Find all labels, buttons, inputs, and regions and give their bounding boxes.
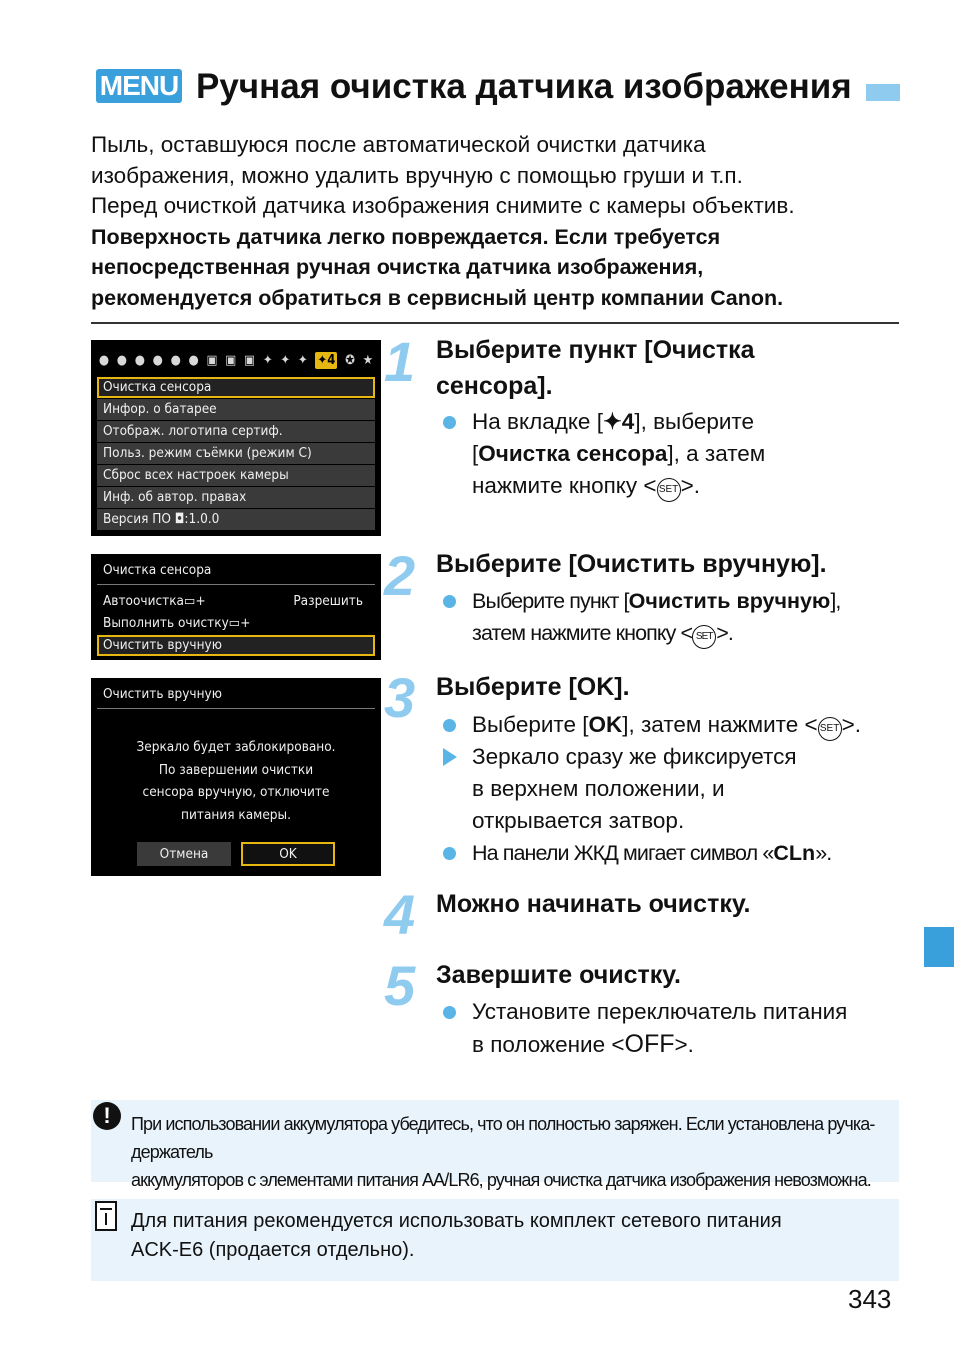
menu-item: [97, 613, 375, 634]
text: >.: [716, 621, 733, 645]
step-text: Зеркало сразу же фиксируется: [472, 744, 797, 769]
intro-text: [91, 130, 901, 313]
menu-item: Польз. режим съёмки (режим C): [97, 443, 375, 464]
set-button-icon: SET: [692, 625, 716, 649]
menu-item: Инфор. о батарее: [97, 399, 375, 420]
text: Выберите [: [472, 712, 589, 737]
text-bold: OK: [588, 712, 623, 737]
page-title: Ручная очистка датчика изображения: [196, 67, 852, 106]
step-text: [472, 709, 861, 741]
memo-text: [131, 1207, 891, 1265]
text: затем нажмите кнопку <: [472, 621, 693, 645]
step-text: [472, 406, 754, 438]
step-text: [472, 837, 831, 869]
screen-message: [91, 736, 381, 826]
menu-tab: ▣: [225, 352, 237, 368]
text: ],: [830, 589, 841, 613]
step-number: 3: [384, 666, 416, 729]
memo-note: [91, 1199, 899, 1281]
text: ».: [815, 841, 832, 865]
message-line: Зеркало будет заблокировано.: [136, 739, 336, 755]
step-heading: Завершите очистку.: [436, 961, 681, 989]
set-button-icon: SET: [657, 478, 681, 502]
menu-tab: ✪: [345, 352, 355, 368]
step-heading: Выберите [Очистить вручную].: [436, 550, 827, 578]
step-number: 4: [384, 883, 416, 946]
warning-text: [131, 1110, 891, 1194]
text: >.: [680, 473, 700, 498]
menu-item-label: Автоочистка▭+: [103, 593, 206, 609]
note-line: Для питания рекомендуется использовать комплект сетевого питания: [131, 1210, 782, 1232]
menu-tab: ▣: [206, 352, 218, 368]
text: [: [472, 441, 479, 466]
menu-tab-selected: ✦4: [317, 352, 336, 368]
ok-button: OK: [241, 842, 335, 866]
warning-icon: !: [93, 1102, 121, 1130]
screen-divider: [97, 708, 375, 709]
result-arrow-icon: [443, 748, 457, 766]
bullet-icon: [443, 416, 456, 429]
divider: [91, 322, 899, 324]
menu-tab: ★: [362, 352, 374, 368]
chapter-tab: [924, 927, 954, 967]
text: >.: [674, 1032, 694, 1057]
menu-item: Версия ПО ◘:1.0.0: [97, 509, 375, 530]
step-heading: Можно начинать очистку.: [436, 890, 751, 918]
text-bold: Очистка сенсора: [478, 441, 668, 466]
note-line: аккумуляторов с элементами питания AA/LR6, ручная очистка датчика изображения невозможна.: [131, 1170, 871, 1190]
menu-item-selected: Очистка сенсора: [97, 377, 375, 398]
menu-item: [97, 591, 375, 612]
menu-item-label: Выполнить очистку▭+: [103, 615, 251, 631]
text: >.: [841, 712, 861, 737]
step-number: 1: [384, 330, 416, 393]
text: ], затем нажмите <: [622, 712, 818, 737]
menu-tab: ✦: [297, 352, 308, 368]
menu-item: Отображ. логотипа сертиф.: [97, 421, 375, 442]
menu-tab: ✦: [262, 352, 273, 368]
text: Выберите пункт [: [472, 589, 629, 613]
text: в положение <: [472, 1032, 625, 1057]
intro-bold-line: Поверхность датчика легко повреждается. Если требуется: [91, 224, 721, 249]
cancel-button: Отмена: [137, 842, 231, 866]
note-line: ACK-E6 (продается отдельно).: [131, 1239, 415, 1261]
step-heading: сенсора].: [436, 372, 553, 400]
step-text: в верхнем положении, и: [472, 776, 725, 801]
screen-divider: [97, 584, 375, 585]
text: нажмите кнопку <: [472, 473, 657, 498]
step-heading: Выберите [OK].: [436, 673, 630, 701]
bullet-icon: [443, 1006, 456, 1019]
step-text: [472, 438, 765, 470]
intro-line: Пыль, оставшуюся после автоматической очистки датчика: [91, 132, 706, 157]
menu-item-selected: [97, 635, 375, 656]
text-bold: Очистить вручную: [628, 589, 831, 613]
message-line: По завершении очистки: [158, 761, 314, 778]
warning-note: [91, 1100, 899, 1190]
menu-tab: ●: [188, 352, 199, 368]
text: На вкладке [: [472, 409, 603, 434]
step-number: 5: [384, 954, 416, 1017]
intro-line: изображения, можно удалить вручную с помощью груши и т.п.: [91, 162, 743, 188]
camera-screen-sensor-cleaning: [91, 554, 381, 660]
tab-icon: ✦4: [602, 409, 635, 434]
menu-tab: ●: [98, 352, 110, 368]
message-line: питания камеры.: [181, 806, 291, 823]
camera-screen-setup-menu: [91, 340, 381, 536]
step-text: [472, 470, 700, 502]
intro-bold-line: рекомендуется обратиться в сервисный центр компании Canon.: [91, 285, 784, 310]
menu-item: Инф. об автор. правах: [97, 487, 375, 508]
menu-tab: ●: [170, 352, 181, 368]
text: ], выберите: [634, 409, 755, 434]
memo-icon: [95, 1201, 117, 1231]
camera-screen-manual-clean: [91, 678, 381, 876]
bullet-icon: [443, 595, 456, 608]
menu-tab: ●: [116, 352, 128, 368]
text: На панели ЖКД мигает символ «: [472, 841, 774, 865]
screen-title: Очистка сенсора: [103, 562, 212, 578]
text: ], а затем: [667, 441, 766, 466]
menu-item: Сброс всех настроек камеры: [97, 465, 375, 486]
menu-tab: ●: [134, 352, 145, 368]
step-heading: Выберите пункт [Очистка: [436, 336, 755, 364]
step-number: 2: [384, 544, 416, 607]
menu-item-value: Разрешить: [293, 593, 363, 609]
note-line: При использовании аккумулятора убедитесь, что он полностью заряжен. Если установлена ручка-держатель: [131, 1114, 875, 1162]
page-number: 343: [848, 1284, 892, 1314]
menu-tab: ▣: [244, 352, 256, 368]
menu-tab: ●: [152, 352, 163, 368]
screen-title: Очистить вручную: [103, 686, 222, 702]
intro-bold-line: непосредственная ручная очистка датчика изображения,: [91, 255, 704, 279]
step-text: [472, 585, 840, 617]
menu-tab: ✦: [280, 352, 291, 368]
message-line: сенсора вручную, отключите: [142, 784, 330, 800]
menu-badge: MENU: [96, 69, 182, 103]
text-bold: CLn: [773, 841, 816, 865]
title-accent-bar: [866, 84, 900, 101]
step-text: открывается затвор.: [472, 808, 685, 833]
step-text: [472, 1028, 694, 1061]
step-text: [472, 617, 733, 649]
menu-tabs: [95, 346, 377, 374]
bullet-icon: [443, 847, 456, 860]
bullet-icon: [443, 719, 456, 732]
off-symbol: OFF: [624, 1030, 675, 1058]
menu-item-label: Очистить вручную: [103, 637, 222, 653]
step-text: Установите переключатель питания: [472, 999, 848, 1024]
intro-line: Перед очисткой датчика изображения снимите с камеры объектив.: [91, 193, 795, 218]
set-button-icon: SET: [818, 717, 842, 741]
